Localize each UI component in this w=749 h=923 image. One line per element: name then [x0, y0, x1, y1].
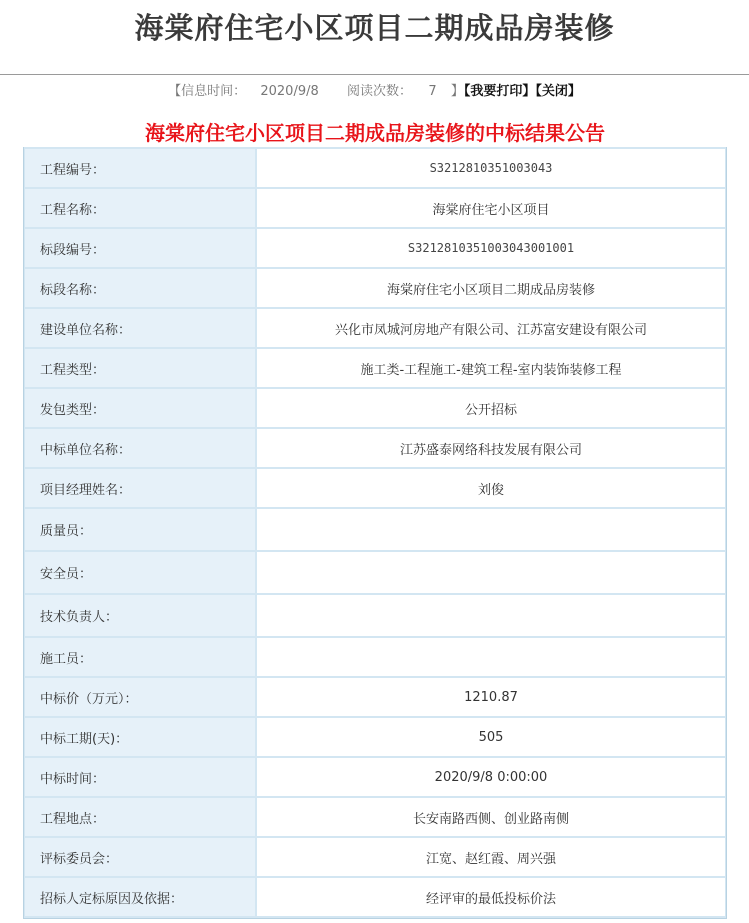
row-label: 中标时间： [25, 758, 255, 796]
row-label: 质量员： [25, 509, 255, 550]
table-row [25, 229, 725, 267]
table-row [25, 149, 725, 187]
row-value: 经评审的最低投标价法 [257, 878, 725, 916]
row-value: 长安南路西侧、创业路南侧 [257, 798, 725, 836]
table-row [25, 389, 725, 427]
row-label: 标段名称： [25, 269, 255, 307]
row-label: 评标委员会： [25, 838, 255, 876]
close-link[interactable]: 【关闭】 [535, 84, 581, 99]
table-row [25, 718, 725, 756]
row-label: 工程名称： [25, 189, 255, 227]
row-label: 发包类型： [25, 389, 255, 427]
row-value: 2020/9/8 0:00:00 [257, 758, 725, 796]
row-value: 兴化市凤城河房地产有限公司、江苏富安建设有限公司 [257, 309, 725, 347]
table-row [25, 838, 725, 876]
row-value: S3212810351003043 [257, 149, 725, 187]
table-row [25, 758, 725, 796]
read-count-bracket: 】 [450, 84, 464, 99]
row-value [257, 509, 725, 550]
row-label: 安全员： [25, 552, 255, 593]
row-label: 中标单位名称： [25, 429, 255, 467]
table-row [25, 798, 725, 836]
row-label: 工程地点： [25, 798, 255, 836]
table-row [25, 878, 725, 916]
row-label: 工程类型： [25, 349, 255, 387]
read-count-label: 阅读次数： [347, 84, 413, 99]
row-label: 项目经理姓名： [25, 469, 255, 507]
print-link[interactable]: 【我要打印】 [463, 84, 536, 99]
row-value: 海棠府住宅小区项目二期成品房装修 [257, 269, 725, 307]
row-value [257, 595, 725, 636]
row-label: 标段编号： [25, 229, 255, 267]
row-label: 招标人定标原因及依据： [25, 878, 255, 916]
row-value [257, 552, 725, 593]
notice-table [25, 149, 725, 918]
row-value: 刘俊 [257, 469, 725, 507]
row-label: 中标工期(天)： [25, 718, 255, 756]
notice-title: 海棠府住宅小区项目二期成品房装修的中标结果公告 [23, 119, 727, 147]
row-value: 1210.87 [257, 678, 725, 716]
row-label: 中标价（万元）： [25, 678, 255, 716]
info-time-value: 2020/9/8 [260, 84, 319, 99]
table-row [25, 595, 725, 636]
title-divider [0, 74, 749, 75]
row-label: 工程编号： [25, 149, 255, 187]
table-row [25, 638, 725, 676]
table-row [25, 469, 725, 507]
table-row [25, 189, 725, 227]
row-label: 建设单位名称： [25, 309, 255, 347]
table-row [25, 552, 725, 593]
table-row [25, 309, 725, 347]
page-title: 海棠府住宅小区项目二期成品房装修 [134, 11, 615, 45]
table-row [25, 678, 725, 716]
row-value: 江苏盛泰网络科技发展有限公司 [257, 429, 725, 467]
row-label: 施工员： [25, 638, 255, 676]
table-row [25, 269, 725, 307]
info-time-label: 【信息时间： [168, 84, 247, 99]
table-row [25, 349, 725, 387]
info-meta-bar [0, 82, 749, 102]
row-value [257, 638, 725, 676]
row-value: 江宽、赵红霞、周兴强 [257, 838, 725, 876]
row-value: 505 [257, 718, 725, 756]
table-row [25, 429, 725, 467]
table-row [25, 509, 725, 550]
row-value: 海棠府住宅小区项目 [257, 189, 725, 227]
row-value: 施工类-工程施工-建筑工程-室内装饰装修工程 [257, 349, 725, 387]
row-value: S3212810351003043001001 [257, 229, 725, 267]
row-value: 公开招标 [257, 389, 725, 427]
read-count-value: 7 [428, 84, 437, 99]
row-label: 技术负责人： [25, 595, 255, 636]
